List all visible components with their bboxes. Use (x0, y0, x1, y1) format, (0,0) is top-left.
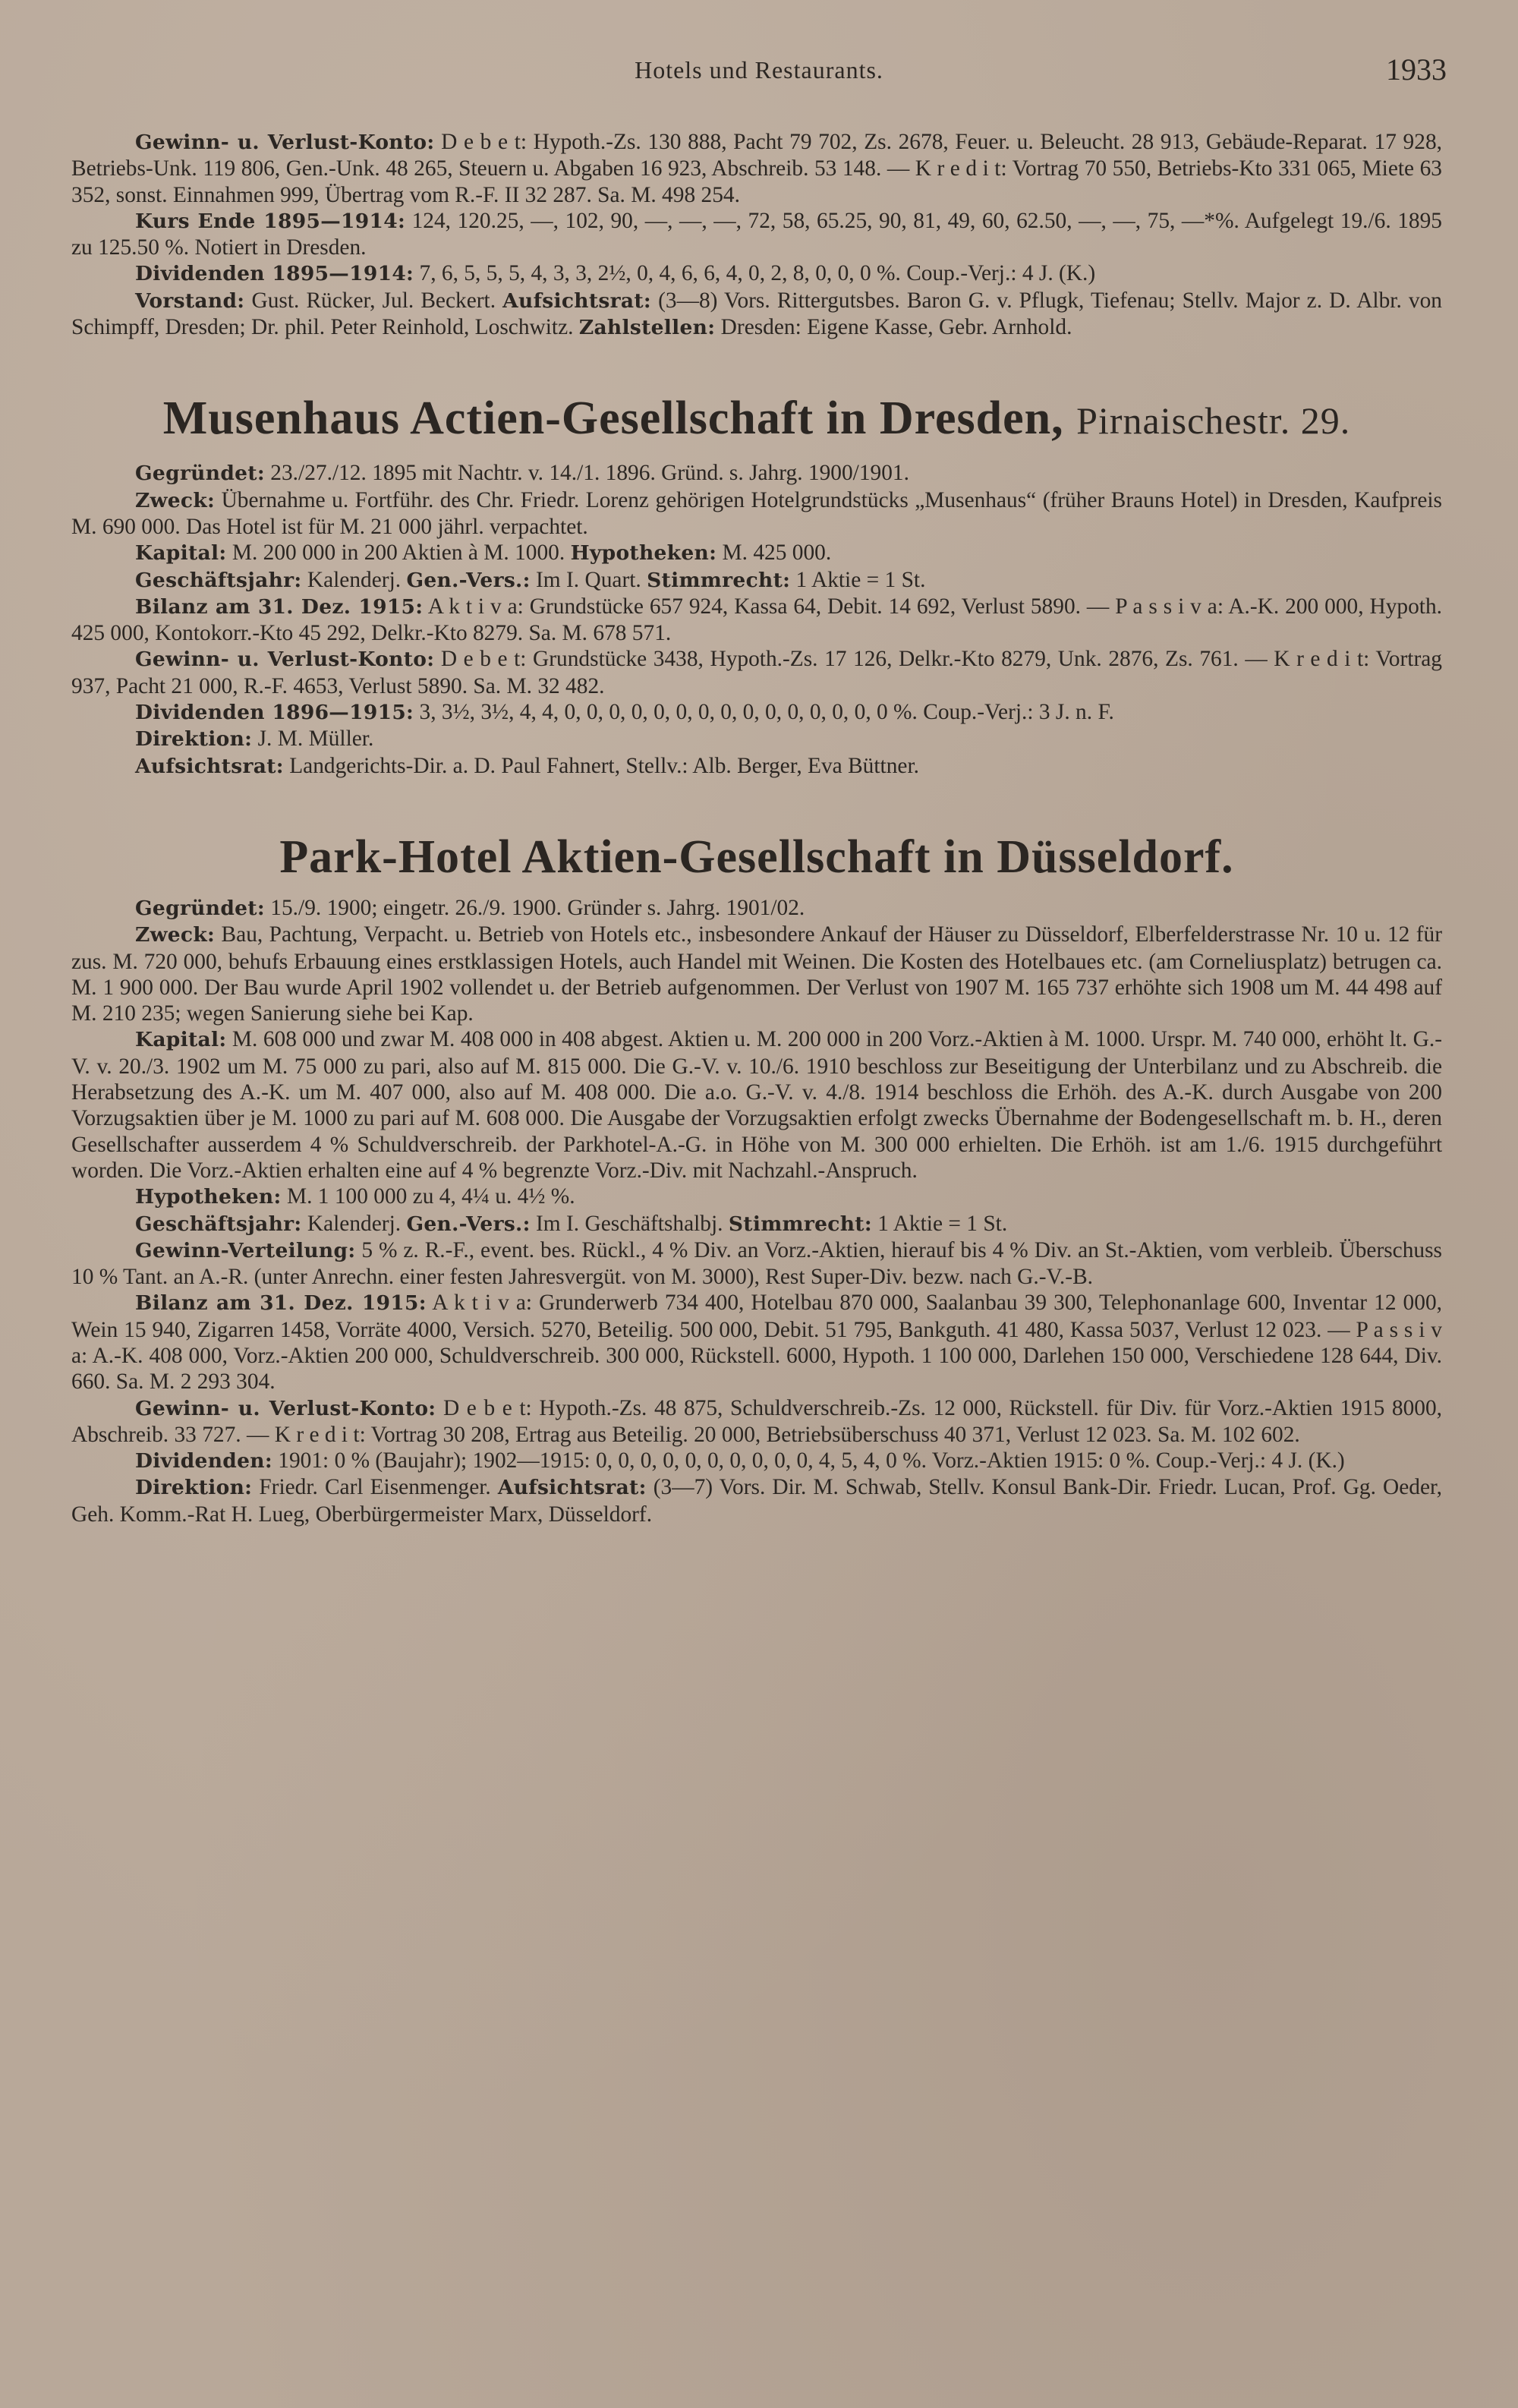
management-paragraph: Direktion: J. M. Müller. (135, 726, 374, 752)
purpose-paragraph: Zweck: Bau, Pachtung, Verpacht. u. Betrieb von Hotels etc., insbesondere Ankauf der Häuser zu Düsseldorf, Elberfelderstrasse Nr. 10 u. 12 für zus. M. 720 000, behufs Erbauung eines erstklassigen Hotels, auch Handel mit Weinen. Die Kosten des Hotelbaues etc. (am Corneliusplatz) betrugen ca. M. 1 900 000. Der Bau wurde April 1902 vollendet u. der Betrieb aufgenommen. Der Verlust von 1907 M. 165 737 erhöhte sich 1908 um M. 44 498 auf M. 210 235; wegen Sanierung siehe bei Kap. (71, 922, 1442, 1026)
share-prices-paragraph: Kurs Ende 1895—1914: 124, 120.25, —, 102, 90, —, —, —, 72, 58, 65.25, 90, 81, 49, 60, 62.50, —, —, 75, —*%. Aufgelegt 19./6. 1895 zu 125.50 %. Notiert in Dresden. (71, 208, 1442, 260)
parkhotel-entry (71, 828, 1442, 1527)
business-year-paragraph: Geschäftsjahr: Kalenderj. Gen.-Vers.: Im I. Quart. Stimmrecht: 1 Aktie = 1 St. (135, 567, 926, 592)
profit-distribution-paragraph: Gewinn-Verteilung: 5 % z. R.-F., event. bes. Rückl., 4 % Div. an Vorz.-Aktien, hierauf bis 4 % Div. an St.-Aktien, vom verbleib. Überschuss 10 % Tant. an A.-R. (unter Anrechn. einer festen Jahresvergüt. von M. 3000), Rest Super-Div. bezw. nach G.-V.-B. (71, 1237, 1442, 1290)
capital-paragraph: Kapital: M. 200 000 in 200 Aktien à M. 1000. Hypotheken: M. 425 000. (135, 541, 832, 566)
profit-loss-paragraph: Gewinn- u. Verlust-Konto: D e b e t: Hypoth.-Zs. 48 875, Schuldverschreib.-Zs. 12 000, Rückstell. für Div. für Vorz.-Aktien 1915 8000, Abschreib. 33 727. — K r e d i t: Vortrag 30 208, Ertrag aus Beteilig. 20 000, Betriebsüberschuss 40 371, Verlust 12 023. Sa. M. 102 602. (71, 1395, 1442, 1447)
profit-loss-paragraph: Gewinn- u. Verlust-Konto: D e b e t: Grundstücke 3438, Hypoth.-Zs. 17 126, Delkr.-Kto 8279, Unk. 2876, Zs. 761. — K r e d i t: Vortrag 937, Pacht 21 000, R.-F. 4653, Verlust 5890. Sa. M. 32 482. (71, 647, 1442, 698)
dividends-paragraph: Dividenden: 1901: 0 % (Baujahr); 1902—1915: 0, 0, 0, 0, 0, 0, 0, 0, 0, 0, 4, 5, 4, 0 %. Vorz.-Aktien 1915: 0 %. Coup.-Verj.: 4 J. (K.) (135, 1448, 1345, 1473)
page-number: 1933 (1386, 52, 1447, 87)
musenhaus-entry (71, 389, 1442, 780)
dividends-paragraph: Dividenden 1895—1914: 7, 6, 5, 5, 5, 4, 3, 3, 2½, 0, 4, 6, 6, 4, 0, 2, 8, 0, 0, 0 %. Coup.-Verj.: 4 J. (K.) (135, 261, 1096, 286)
board-paragraph: Vorstand: Gust. Rücker, Jul. Beckert. Aufsichtsrat: (3—8) Vors. Rittergutsbes. Baron G. v. Pflugk, Tiefenau; Stellv. Major z. D. Albr. von Schimpff, Dresden; Dr. phil. Peter Reinhold, Loschwitz. Zahlstellen: Dresden: Eigene Kasse, Gebr. Arnhold. (71, 288, 1442, 340)
management-paragraph: Direktion: Friedr. Carl Eisenmenger. Aufsichtsrat: (3—7) Vors. Dir. M. Schwab, Stellv. Konsul Bank-Dir. Friedr. Lucan, Prof. Gg. Oeder, Geh. Komm.-Rat H. Lueg, Oberbürgermeister Marx, Düsseldorf. (71, 1475, 1442, 1527)
musenhaus-heading (71, 389, 1442, 449)
balance-sheet-paragraph: Bilanz am 31. Dez. 1915: A k t i v a: Grunderwerb 734 400, Hotelbau 870 000, Saalanbau 39 300, Telephonanlage 600, Inventar 12 000, Wein 15 940, Zigarren 1458, Vorräte 4000, Versich. 5270, Beteilig. 500 000, Debit. 51 795, Bankguth. 41 480, Kassa 5037, Verlust 12 023. — P a s s i v a: A.-K. 408 000, Vorz.-Aktien 200 000, Schuldverschreib. 300 000, Rückstell. 6000, Hypoth. 1 100 000, Darlehen 150 000, Verschiedene 128 644, Div. 660. Sa. M. 2 293 304. (71, 1291, 1442, 1395)
purpose-paragraph: Zweck: Übernahme u. Fortführ. des Chr. Friedr. Lorenz gehörigen Hotelgrundstücks „Musenhaus“ (früher Brauns Hotel) in Dresden, Kaufpreis M. 690 000. Das Hotel ist für M. 21 000 jährl. verpachtet. (71, 487, 1442, 539)
supervisory-board-paragraph: Aufsichtsrat: Landgerichts-Dir. a. D. Paul Fahnert, Stellv.: Alb. Berger, Eva Büttner. (135, 753, 919, 778)
mortgages-paragraph: Hypotheken: M. 1 100 000 zu 4, 4¼ u. 4½ %. (135, 1184, 575, 1209)
previous-company-entry (71, 129, 1442, 341)
page-content (71, 129, 1442, 1527)
founded-paragraph: Gegründet: 23./27./12. 1895 mit Nachtr. v. 14./1. 1896. Gründ. s. Jahrg. 1900/1901. (135, 461, 909, 486)
parkhotel-heading: Park-Hotel Aktien-Gesellschaft in Düsseldorf. (279, 831, 1234, 883)
running-title: Hotels und Restaurants. (635, 56, 883, 84)
balance-sheet-paragraph: Bilanz am 31. Dez. 1915: A k t i v a: Grundstücke 657 924, Kassa 64, Debit. 14 692, Verlust 5890. — P a s s i v a: A.-K. 200 000, Hypoth. 425 000, Kontokorr.-Kto 45 292, Delkr.-Kto 8279. Sa. M. 678 571. (71, 594, 1443, 646)
company-address: Pirnaischestr. 29. (1076, 399, 1351, 443)
dividends-paragraph: Dividenden 1896—1915: 3, 3½, 3½, 4, 4, 0, 0, 0, 0, 0, 0, 0, 0, 0, 0, 0, 0, 0, 0, 0 %. Coup.-Verj.: 3 J. n. F. (135, 700, 1114, 725)
company-title: Musenhaus Actien-Gesellschaft in Dresden, (162, 392, 1064, 445)
running-head (68, 47, 1450, 93)
business-year-paragraph: Geschäftsjahr: Kalenderj. Gen.-Vers.: Im I. Geschäftshalbj. Stimmrecht: 1 Aktie = 1 St. (135, 1211, 1008, 1236)
profit-loss-paragraph: Gewinn- u. Verlust-Konto: D e b e t: Hypoth.-Zs. 130 888, Pacht 79 702, Zs. 2678, Feuer. u. Beleucht. 28 913, Gebäude-Reparat. 17 928, Betriebs-Unk. 119 806, Gen.-Unk. 48 265, Steuern u. Abgaben 16 923, Abschreib. 53 148. — K r e d i t: Vortrag 70 550, Betriebs-Kto 331 065, Miete 63 352, sonst. Einnahmen 999, Übertrag vom R.-F. II 32 287. Sa. M. 498 254. (71, 130, 1442, 207)
founded-paragraph: Gegründet: 15./9. 1900; eingetr. 26./9. 1900. Gründer s. Jahrg. 1901/02. (135, 895, 805, 920)
capital-paragraph: Kapital: M. 608 000 und zwar M. 408 000 in 408 abgest. Aktien u. M. 200 000 in 200 Vorz.-Aktien à M. 1000. Urspr. M. 740 000, erhöht lt. G.-V. v. 20./3. 1902 um M. 75 000 zu pari, also auf M. 815 000. Die G.-V. v. 10./6. 1910 beschloss zur Beseitigung der Unterbilanz und zu Abschreib. die Herabsetzung des A.-K. um M. 407 000, also auf M. 408 000. Die a.o. G.-V. v. 4./8. 1914 beschloss die Erhöh. des A.-K. durch Ausgabe von 200 Vorzugsaktien über je M. 1000 zu pari auf M. 608 000. Die Ausgabe der Vorzugsaktien erfolgt zwecks Übernahme der Bodengesellschaft m. b. H., deren Gesellschafter ausserdem 4 % Schuldverschreib. der Parkhotel-A.-G. in Höhe von M. 300 000 erhielten. Die Erhöh. ist am 1./6. 1915 durchgeführt worden. Die Vorz.-Aktien erhalten eine auf 4 % begrenzte Vorz.-Div. mit Nachzahl.-Anspruch. (71, 1027, 1442, 1183)
